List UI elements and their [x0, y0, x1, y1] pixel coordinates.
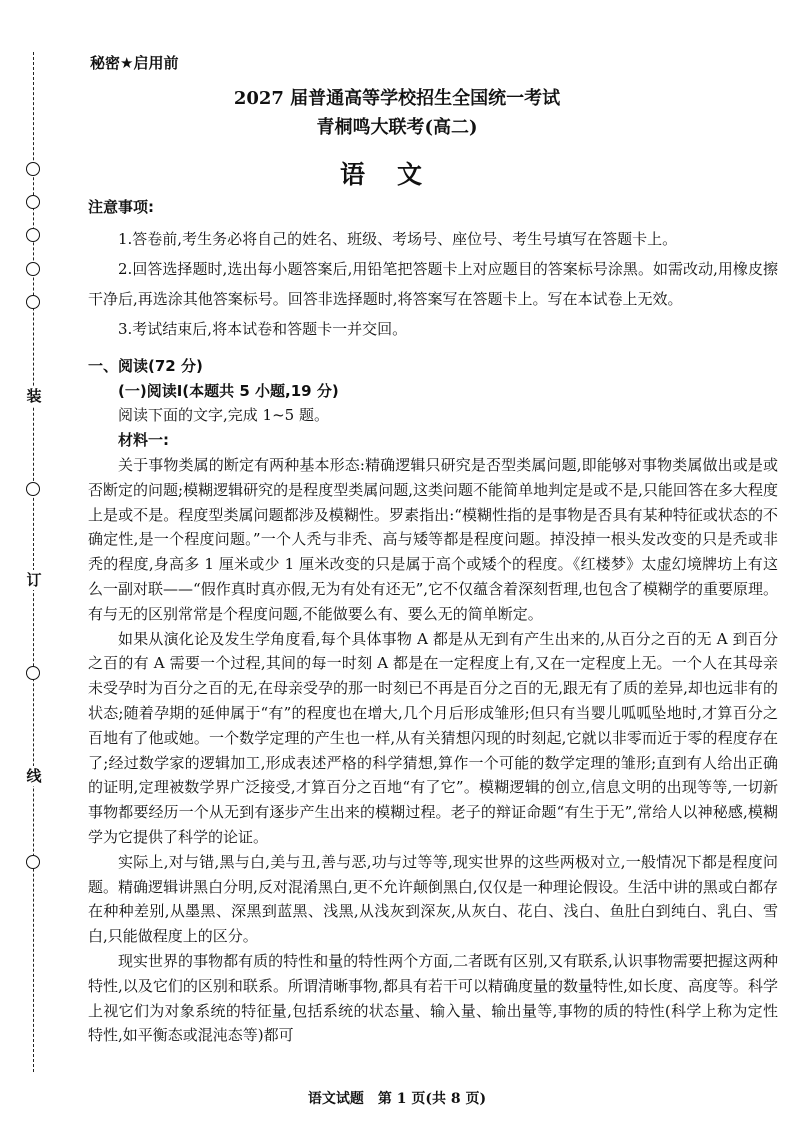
subject-title: 语文 — [339, 160, 454, 189]
instruction: 阅读下面的文字,完成 1~5 题。 — [118, 406, 329, 425]
binding-hole-icon — [26, 295, 40, 309]
binding-hole-icon — [26, 262, 40, 276]
subsection-title: (一)阅读Ⅰ(本题共 5 小题,19 分) — [118, 381, 339, 400]
material-label: 材料一: — [118, 431, 169, 450]
paragraph: 关于事物类属的断定有两种基本形态:精确逻辑只研究是否型类属问题,即能够对事物类属做出或是或否断定的问题;模糊逻辑研究的是程度型类属问题,这类问题不能简单地判定是或不是,只能回答在多大程度上是或不是。程度型类属问题都涉及模糊性。罗素指出:“模糊性指的是事物是否具有某种特征或状态的不确定性,是一个程度问题。”一个人秃与非秃、高与矮等都是程度问题。掉没掉一根头发改变的只是秃或非秃的程度,身高多 1 厘米或少 1 厘米改变的只是属于高个或矮个的程度。《红楼梦》太虚幻境牌坊上有这么一副对联——“假作真时真亦假,无为有处有还无”,它不仅蕴含着深刻哲理,也包含了模糊学的重要原理。有与无的区别常常是个程度问题,不能做要么有、要么无的简单断定。 — [88, 455, 778, 623]
binding-hole-icon — [26, 855, 40, 869]
notice-item: 1.答卷前,考生务必将自己的姓名、班级、考场号、座位号、考生号填写在答题卡上。 — [118, 229, 678, 248]
notice-item: 2.回答选择题时,选出每小题答案后,用铅笔把答题卡上对应题目的答案标号涂黑。如需改动,用橡皮擦干净后,再选涂其他答案标号。回答非选择题时,将答案写在答题卡上。写在本试卷上无效。 — [88, 259, 778, 308]
paragraph: 实际上,对与错,黑与白,美与丑,善与恶,功与过等等,现实世界的这些两极对立,一般情况下都是程度问题。精确逻辑讲黑白分明,反对混淆黑白,更不允许颠倒黑白,仅仅是一种理论假设。生活中讲的黑或白都存在种种差别,从墨黑、深黑到蓝黑、浅黑,从浅灰到深灰,从灰白、花白、浅白、鱼肚白到纯白、乳白、雪白,只能做程度上的区分。 — [88, 852, 778, 946]
paragraph: 如果从演化论及发生学角度看,每个具体事物 A 都是从无到有产生出来的,从百分之百的无 A 到百分之百的有 A 需要一个过程,其间的每一时刻 A 都是在一定程度上有,又在一定程度上无。一个人在其母亲未受孕时为百分之百的无,在母亲受孕的那一时刻已不再是百分之百的无,跟无有了质的差异,却也远非有的状态;随着孕期的延伸属于“有”的程度也在增大,几个月后形成雏形;但只有当婴儿呱呱坠地时,才算百分之百地有了他或她。一个数学定理的产生也一样,从有关猜想闪现的时刻起,它就以非零而近于零的程度存在了;经过数学家的逻辑加工,形成表述严格的科学猜想,算作一个可能的数学定理的雏形;直到有人给出正确的证明,定理被数学界广泛接受,才算百分之百地“有了它”。模糊逻辑的创立,信息文明的出现等等,一切新事物都要经历一个从无到有逐步产生出来的模糊过程。老子的辩证命题“有生于无”,常给人以神秘感,模糊学为它提供了科学的论证。 — [88, 629, 778, 846]
binding-hole-icon — [26, 482, 40, 496]
binding-char-ding: 订 — [24, 570, 44, 590]
binding-char-xian: 线 — [24, 766, 44, 786]
binding-hole-icon — [26, 195, 40, 209]
notice-title: 注意事项: — [88, 198, 154, 216]
page-footer: 语文试题 第 1 页(共 8 页) — [307, 1091, 487, 1107]
page-content — [88, 195, 778, 1048]
binding-hole-icon — [26, 228, 40, 242]
section-title: 一、阅读(72 分) — [88, 356, 203, 375]
paragraph: 现实世界的事物都有质的特性和量的特性两个方面,二者既有区别,又有联系,认识事物需要把握这两种特性,以及它们的区别和联系。所谓清晰事物,都具有若干可以精确度量的数量特性,如长度、高度等。科学上视它们为对象系统的特征量,包括系统的状态量、输入量、输出量等,事物的质的特性(科学上称为定性特性,如平衡态或混沌态等)都可 — [88, 951, 778, 1045]
binding-hole-icon — [26, 666, 40, 680]
exam-subtitle: 青桐鸣大联考(高二) — [316, 117, 478, 138]
notice-item: 3.考试结束后,将本试卷和答题卡一并交回。 — [118, 319, 408, 338]
secret-label: 秘密★启用前 — [90, 54, 179, 72]
binding-char-zhuang: 装 — [24, 386, 44, 406]
exam-title: 2027 届普通高等学校招生全国统一考试 — [233, 88, 561, 109]
